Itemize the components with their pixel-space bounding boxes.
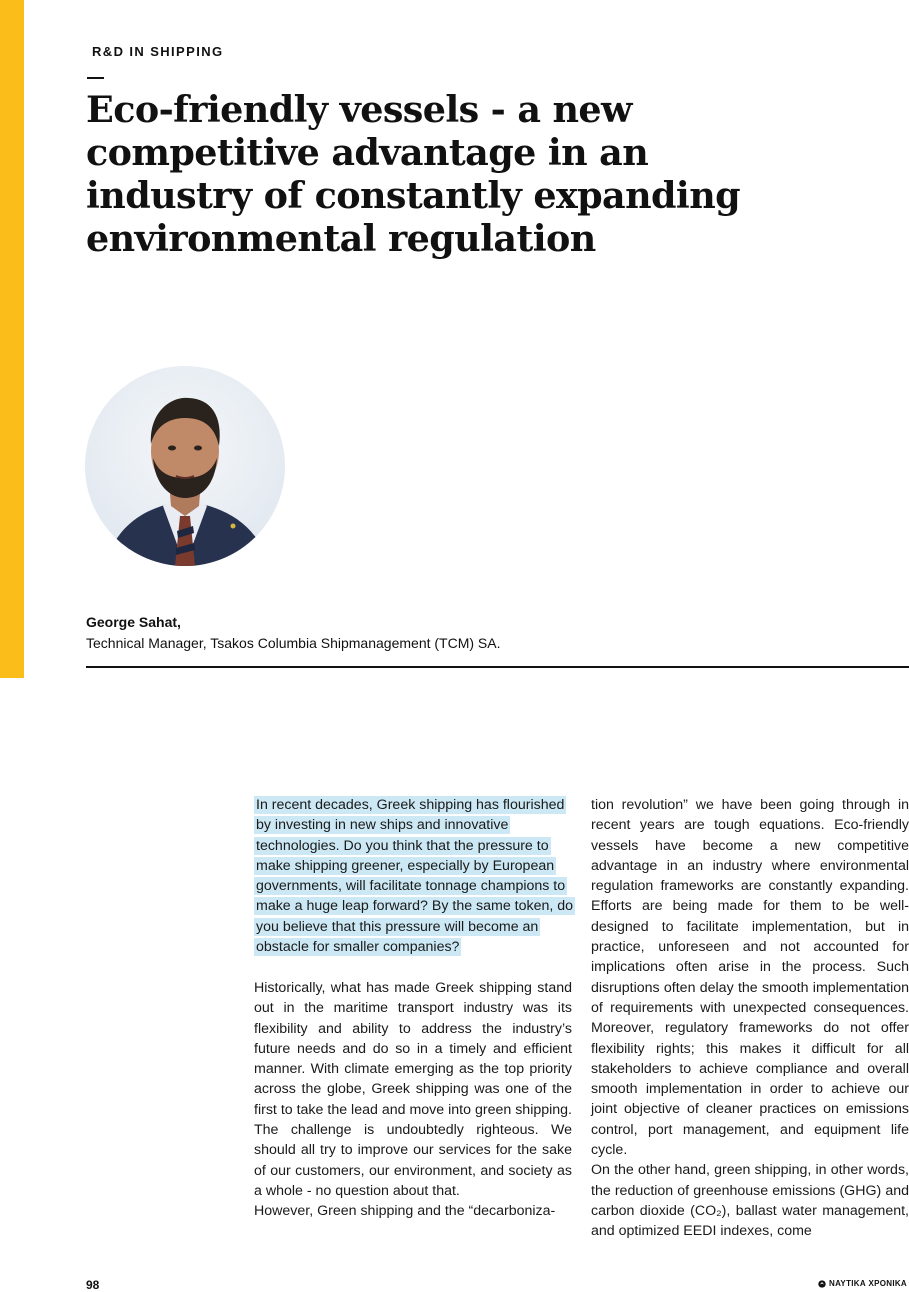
portrait-illustration bbox=[85, 366, 285, 566]
paragraph: On the other hand, green shipping, in other words, the reduction of greenhouse emissions (GHG) and carbon dioxide (CO₂), ballast water management, and optimized EEDI indexes, come bbox=[591, 1162, 909, 1240]
author-portrait bbox=[85, 366, 285, 566]
article-column-left bbox=[254, 978, 572, 1222]
article-title: Eco-friendly vessels - a new competitive advantage in an industry of constantly expanding environmental regulation bbox=[86, 88, 741, 260]
article-column-right bbox=[591, 795, 909, 1242]
accent-side-bar bbox=[0, 0, 24, 678]
paragraph: tion revolution” we have been going through in recent years are tough equations. Eco-friendly vessels have become a new competitive advantage in an industry where environmental regulation frameworks are constantly expanding. Efforts are being made for them to be well-designed to facilitate implementation, but in practice, unforeseen and not accounted for implications often arise in the process. Such disruptions often delay the smooth implementation of requirements with unexpected consequences. Moreover, regulatory frameworks do not offer flexibility rights; this makes it difficult for all stakeholders to achieve compliance and overall smooth implementation in order to achieve our joint objective of cleaner practices on emissions control, port management, and equipment life cycle. bbox=[591, 797, 909, 1159]
horizontal-rule bbox=[86, 666, 909, 668]
paragraph: Historically, what has made Greek shipping stand out in the maritime transport industry was its flexibility and ability to address the industry’s future needs and do so in a timely and efficient manner. With climate emerging as the top priority across the globe, Greek shipping was one of the first to take the lead and move into green shipping. The challenge is undoubtedly righteous. We should all try to improve our services for the sake of our customers, our environment, and society as a whole - no question about that. bbox=[254, 980, 572, 1199]
author-name: George Sahat, bbox=[86, 614, 181, 630]
section-label: R&D IN SHIPPING bbox=[92, 44, 224, 59]
page-number: 98 bbox=[86, 1278, 100, 1292]
brand-logo-icon bbox=[818, 1280, 826, 1288]
title-dash-divider bbox=[87, 77, 104, 79]
interview-question bbox=[254, 795, 574, 957]
question-highlight: In recent decades, Greek shipping has flourished by investing in new ships and innovative technologies. Do you think that the pressure to make shipping greener, especially by European governments, will facilitate tonnage champions to make a huge leap forward? By the same token, do you believe that this pressure will become an obstacle for smaller companies? bbox=[256, 797, 574, 956]
paragraph: However, Green shipping and the “decarboniza- bbox=[254, 1203, 556, 1220]
publication-name: ΝΑΥΤΙΚΑ ΧΡΟΝΙΚΑ bbox=[829, 1279, 907, 1288]
publication-brand bbox=[818, 1279, 907, 1288]
author-role: Technical Manager, Tsakos Columbia Shipmanagement (TCM) SA. bbox=[86, 635, 501, 651]
